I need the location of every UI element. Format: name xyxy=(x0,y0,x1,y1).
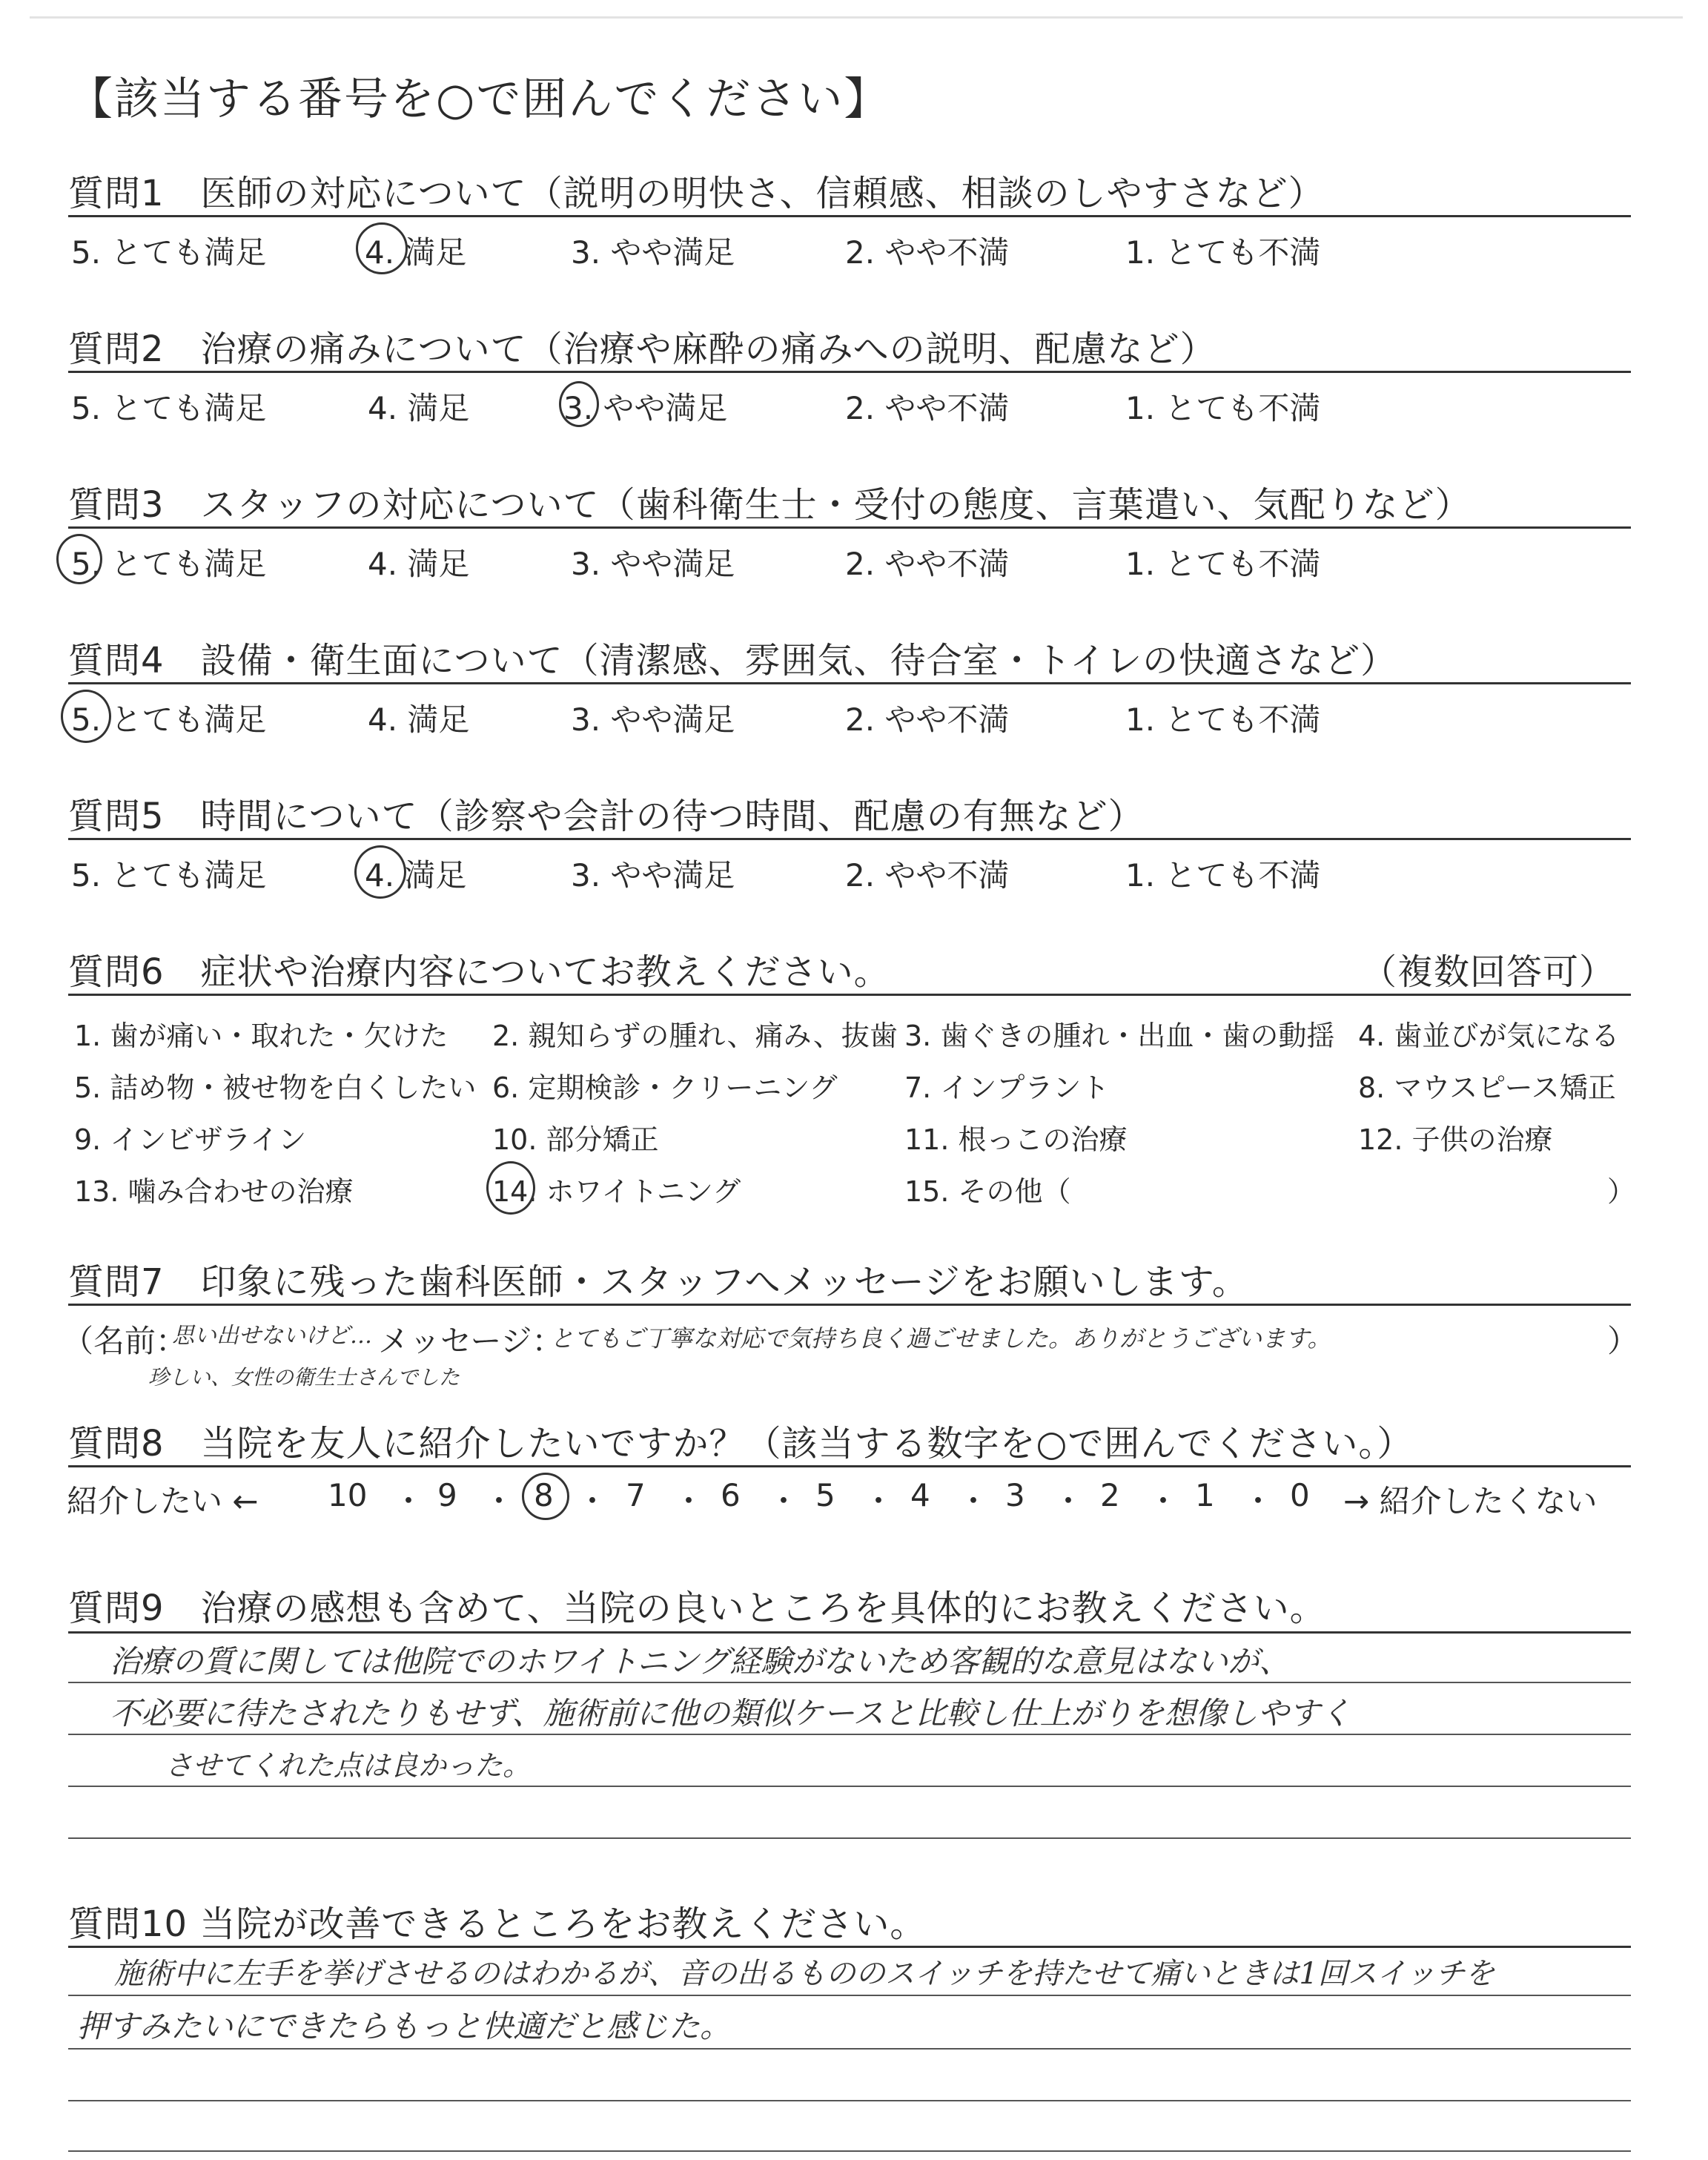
q8-dot: ・ xyxy=(1148,1483,1179,1519)
question-2-title: 質問2 治療の痛みについて（治療や麻酔の痛みへの説明、配慮など） xyxy=(68,328,1217,370)
question-9-title: 質問9 治療の感想も含めて、当院の良いところを具体的にお教えください。 xyxy=(68,1588,1326,1629)
q2-option-2[interactable]: 2. やや不満 xyxy=(845,390,1010,426)
answer-line xyxy=(68,2048,1631,2050)
q3-option-4[interactable]: 4. 満足 xyxy=(368,546,470,582)
q5-option-3[interactable]: 3. やや満足 xyxy=(571,857,735,894)
answer-line xyxy=(68,2150,1631,2152)
divider xyxy=(68,994,1631,996)
q6-item-3[interactable]: 3. 歯ぐきの腫れ・出血・歯の動揺 xyxy=(904,1020,1335,1052)
q8-dot: ・ xyxy=(958,1483,990,1519)
q8-scale-7[interactable]: 7 xyxy=(626,1477,646,1513)
q8-dot: ・ xyxy=(483,1483,515,1519)
q5-option-5[interactable]: 5. とても満足 xyxy=(71,857,267,894)
q1-option-4[interactable]: 4. 満足 xyxy=(365,234,467,271)
q4-option-1[interactable]: 1. とても不満 xyxy=(1125,701,1321,738)
q6-item-15[interactable]: 15. その他（ xyxy=(904,1175,1071,1208)
q8-scale-1[interactable]: 1 xyxy=(1195,1477,1215,1513)
q3-option-2[interactable]: 2. やや不満 xyxy=(845,546,1010,582)
q6-item-14[interactable]: 14. ホワイトニング xyxy=(492,1175,741,1208)
q1-selection-circle xyxy=(356,222,408,274)
divider xyxy=(68,526,1631,529)
question-5-title: 質問5 時間について（診察や会計の待つ時間、配慮の有無など） xyxy=(68,796,1145,837)
q6-item-7[interactable]: 7. インプラント xyxy=(904,1071,1110,1104)
q8-dot: ・ xyxy=(1242,1483,1274,1519)
q6-item-8[interactable]: 8. マウスピース矯正 xyxy=(1358,1071,1616,1104)
answer-line xyxy=(68,1786,1631,1787)
divider xyxy=(68,1465,1631,1467)
q6-item-11[interactable]: 11. 根っこの治療 xyxy=(904,1123,1128,1156)
q8-dot: ・ xyxy=(577,1483,609,1519)
q4-option-3[interactable]: 3. やや満足 xyxy=(571,701,735,738)
question-7-title: 質問7 印象に残った歯科医師・スタッフへメッセージをお願いします。 xyxy=(68,1261,1248,1303)
q1-option-5[interactable]: 5. とても満足 xyxy=(71,234,267,271)
q5-option-1[interactable]: 1. とても不満 xyxy=(1125,857,1321,894)
q8-selection-circle xyxy=(522,1473,569,1520)
q6-item-5[interactable]: 5. 詰め物・被せ物を白くしたい xyxy=(74,1071,477,1104)
q8-right-label: → 紹介したくない xyxy=(1343,1483,1598,1519)
q6-item-12[interactable]: 12. 子供の治療 xyxy=(1358,1123,1553,1156)
q8-dot: ・ xyxy=(673,1483,705,1519)
q5-option-2[interactable]: 2. やや不満 xyxy=(845,857,1010,894)
answer-line xyxy=(68,1682,1631,1683)
q6-item-6[interactable]: 6. 定期検診・クリーニング xyxy=(492,1071,838,1104)
q7-close-paren: ） xyxy=(1607,1323,1639,1359)
q8-scale-9[interactable]: 9 xyxy=(437,1477,457,1513)
q1-option-3[interactable]: 3. やや満足 xyxy=(571,234,735,271)
q2-option-3[interactable]: 3. やや満足 xyxy=(563,390,728,426)
q8-scale-0[interactable]: 0 xyxy=(1290,1477,1310,1513)
q8-dot: ・ xyxy=(768,1483,800,1519)
q6-item-1[interactable]: 1. 歯が痛い・取れた・欠けた xyxy=(74,1020,448,1052)
q7-message-label: メッセージ： xyxy=(378,1323,563,1359)
page-title: 【該当する番号を○で囲んでください】 xyxy=(68,73,890,125)
divider xyxy=(68,215,1631,217)
q4-option-4[interactable]: 4. 満足 xyxy=(368,701,470,738)
q8-dot: ・ xyxy=(863,1483,895,1519)
q1-option-1[interactable]: 1. とても不満 xyxy=(1125,234,1321,271)
q8-scale-4[interactable]: 4 xyxy=(910,1477,930,1513)
answer-line xyxy=(68,1734,1631,1735)
q3-option-1[interactable]: 1. とても不満 xyxy=(1125,546,1321,582)
q8-scale-10[interactable]: 10 xyxy=(328,1477,368,1513)
q6-item-15-close: ） xyxy=(1607,1175,1636,1208)
q7-name-label: （名前： xyxy=(62,1323,188,1359)
q6-item-10[interactable]: 10. 部分矯正 xyxy=(492,1123,659,1156)
answer-line xyxy=(68,1837,1631,1839)
q4-option-2[interactable]: 2. やや不満 xyxy=(845,701,1010,738)
q10-answer-line-1[interactable]: 施術中に左手を挙げさせるのはわかるが、音の出るもののスイッチを持たせて痛いときは1回スイッチを xyxy=(114,1957,1495,1991)
answer-line xyxy=(68,1995,1631,1996)
q6-item-13[interactable]: 13. 噛み合わせの治療 xyxy=(74,1175,354,1208)
q7-name-value[interactable]: 思い出せないけど… xyxy=(172,1323,372,1349)
q7-message-value[interactable]: とてもご丁寧な対応で気持ち良く過ごせました。ありがとうございます。 xyxy=(550,1324,1331,1353)
q4-option-5[interactable]: 5. とても満足 xyxy=(71,701,267,738)
q8-dot: ・ xyxy=(393,1483,425,1519)
top-border xyxy=(30,16,1683,19)
q6-item-2[interactable]: 2. 親知らずの腫れ、痛み、抜歯 xyxy=(492,1020,898,1052)
q5-selection-circle xyxy=(354,845,406,899)
q2-option-4[interactable]: 4. 満足 xyxy=(368,390,470,426)
q7-message-extra[interactable]: 珍しい、女性の衛生士さんでした xyxy=(148,1365,460,1390)
divider xyxy=(68,1631,1631,1634)
q3-option-5[interactable]: 5. とても満足 xyxy=(71,546,267,582)
q2-option-5[interactable]: 5. とても満足 xyxy=(71,390,267,426)
q6-item-9[interactable]: 9. インビザライン xyxy=(74,1123,307,1156)
q9-answer-line-3[interactable]: させてくれた点は良かった。 xyxy=(165,1749,532,1782)
answer-line xyxy=(68,2100,1631,2101)
divider xyxy=(68,682,1631,684)
q2-selection-circle xyxy=(559,381,599,427)
q6-selection-circle xyxy=(486,1161,535,1215)
question-3-title: 質問3 スタッフの対応について（歯科衛生士・受付の態度、言葉遣い、気配りなど） xyxy=(68,484,1472,526)
q8-scale-3[interactable]: 3 xyxy=(1005,1477,1025,1513)
q8-scale-5[interactable]: 5 xyxy=(815,1477,835,1513)
divider xyxy=(68,1946,1631,1948)
q4-selection-circle xyxy=(61,690,111,743)
q8-dot: ・ xyxy=(1053,1483,1085,1519)
q8-scale-8[interactable]: 8 xyxy=(534,1477,554,1513)
q6-item-4[interactable]: 4. 歯並びが気になる xyxy=(1358,1020,1620,1052)
q9-answer-line-2[interactable]: 不必要に待たされたりもせず、施術前に他の類似ケースと比較し仕上がりを想像しやすく xyxy=(110,1695,1351,1731)
q2-option-1[interactable]: 1. とても不満 xyxy=(1125,390,1321,426)
divider xyxy=(68,371,1631,373)
q10-answer-line-2[interactable]: 押すみたいにできたらもっと快適だと感じた。 xyxy=(77,2008,732,2044)
divider xyxy=(68,1304,1631,1306)
q3-option-3[interactable]: 3. やや満足 xyxy=(571,546,735,582)
q9-answer-line-1[interactable]: 治療の質に関しては他院でのホワイトニング経験がないため客観的な意見はないが、 xyxy=(110,1643,1291,1680)
question-1-title: 質問1 医師の対応について（説明の明快さ、信頼感、相談のしやすさなど） xyxy=(68,173,1325,214)
q8-scale-2[interactable]: 2 xyxy=(1100,1477,1120,1513)
q8-scale-6[interactable]: 6 xyxy=(721,1477,741,1513)
q8-left-label: 紹介したい ← xyxy=(67,1483,259,1519)
question-8-title: 質問8 当院を友人に紹介したいですか？（該当する数字を○で囲んでください。） xyxy=(68,1423,1414,1464)
q5-option-4[interactable]: 4. 満足 xyxy=(365,857,467,894)
question-10-title: 質問10 当院が改善できるところをお教えください。 xyxy=(68,1903,927,1945)
question-6-title: 質問6 症状や治療内容についてお教えください。 xyxy=(68,951,890,993)
q6-multiple-note: （複数回答可） xyxy=(1361,951,1616,993)
q3-selection-circle xyxy=(56,534,102,584)
divider xyxy=(68,838,1631,840)
q1-option-2[interactable]: 2. やや不満 xyxy=(845,234,1010,271)
question-4-title: 質問4 設備・衛生面について（清潔感、雰囲気、待合室・トイレの快適さなど） xyxy=(68,640,1397,681)
